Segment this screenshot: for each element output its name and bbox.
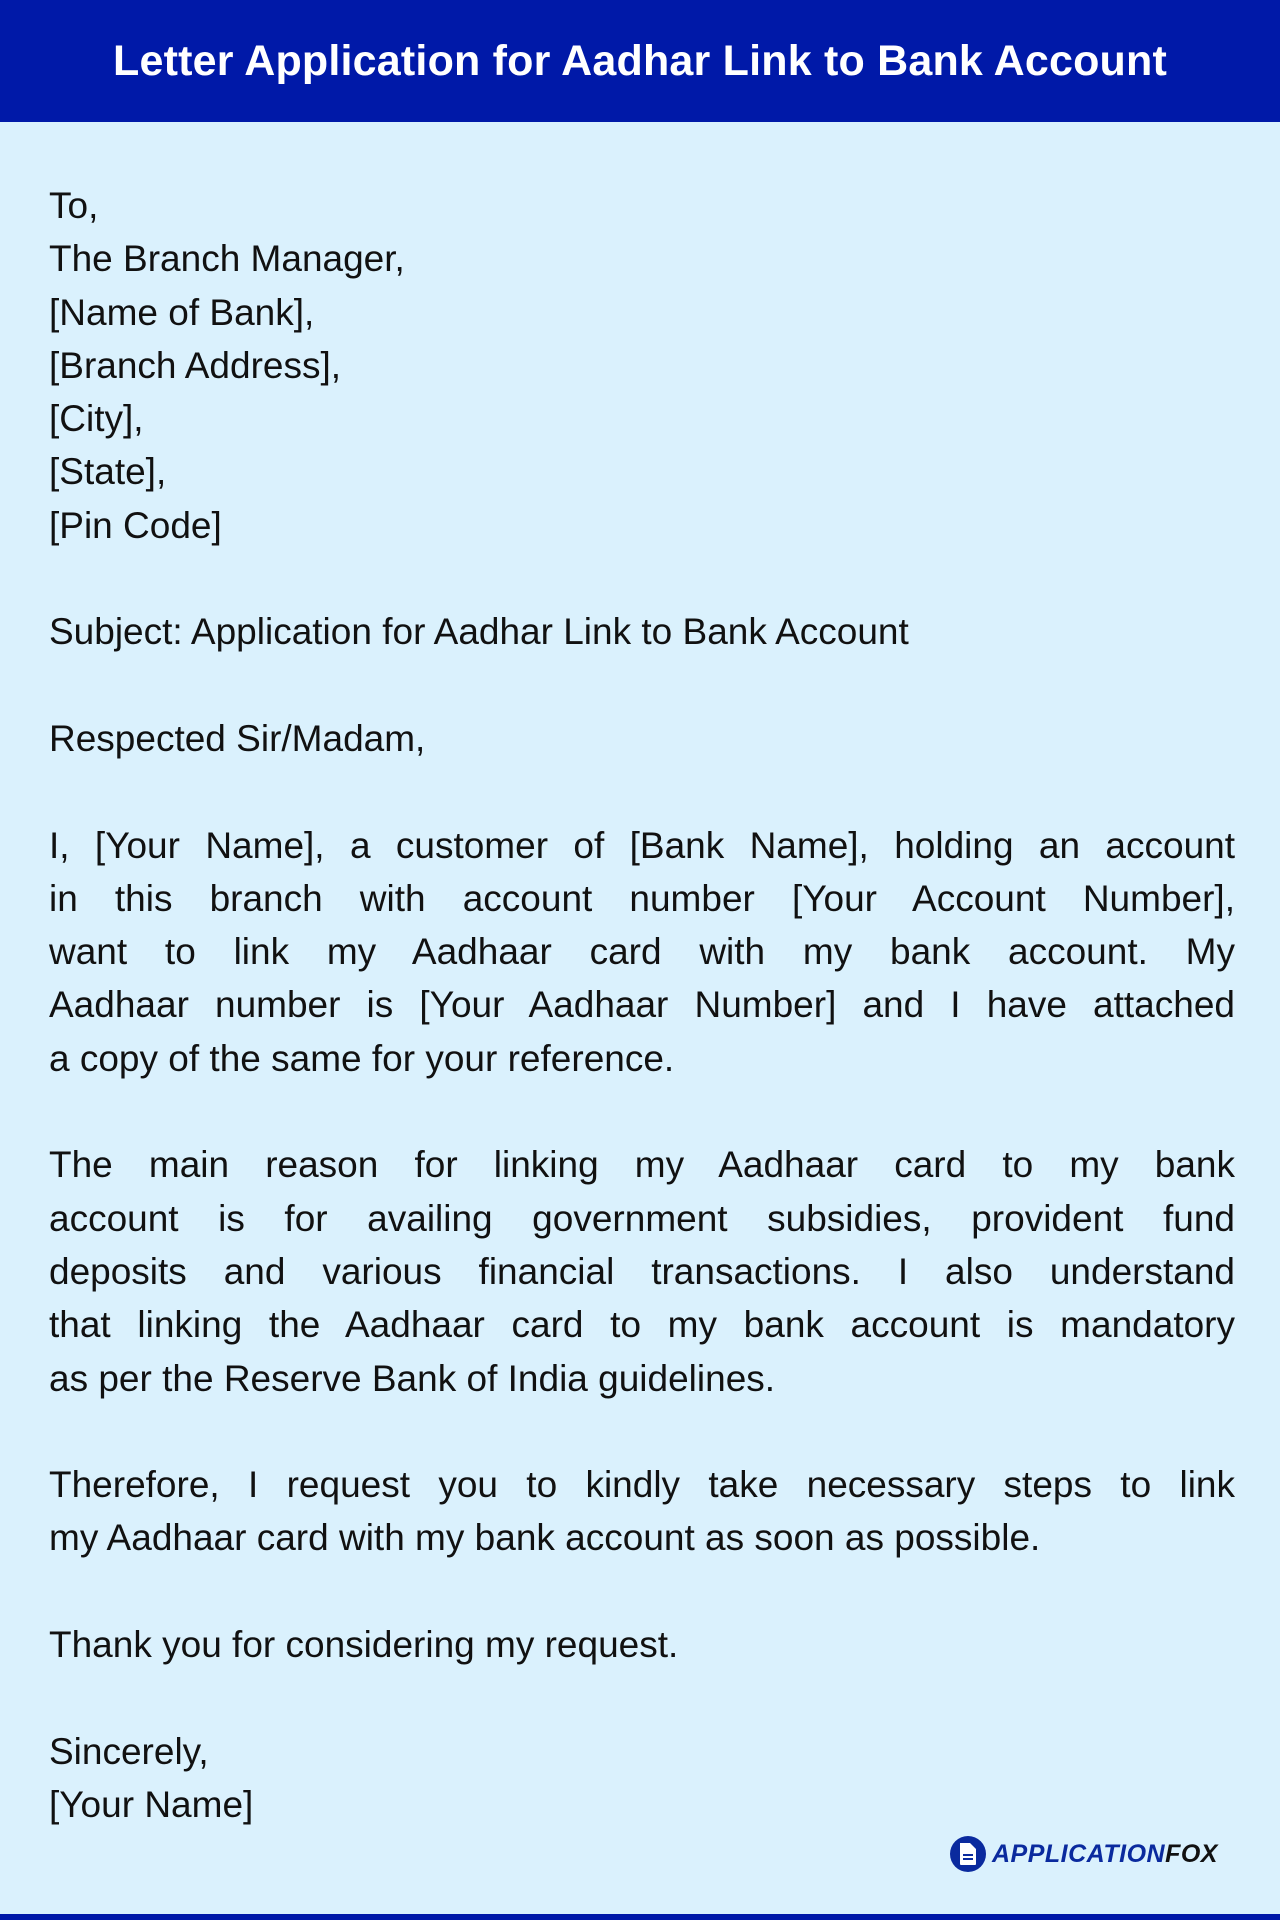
address-line: [State], <box>49 451 167 493</box>
recipient-address <box>49 179 1235 552</box>
paragraph-line: The main reason for linking my Aadhaar card to my bank <box>49 1144 1235 1186</box>
address-line: [Name of Bank], <box>49 291 315 333</box>
subject-line: Subject: Application for Aadhar Link to Bank Account <box>49 611 909 653</box>
paragraph-1 <box>49 819 1235 1085</box>
page-title: Letter Application for Aadhar Link to Bank Account <box>112 36 1167 85</box>
signature-name: [Your Name] <box>49 1783 254 1825</box>
thanks-line: Thank you for considering my request. <box>49 1624 679 1666</box>
salutation: Respected Sir/Madam, <box>49 717 426 759</box>
logo-text-fox: FOX <box>1165 1839 1218 1868</box>
letter-body <box>49 179 1235 1831</box>
address-line: [City], <box>49 398 144 440</box>
paragraph-line: account is for availing government subsidies, provident fund <box>49 1197 1235 1239</box>
address-line: [Branch Address], <box>49 344 342 386</box>
paragraph-3 <box>49 1458 1235 1565</box>
paragraph-line: as per the Reserve Bank of India guidelines. <box>49 1357 776 1399</box>
applicationfox-logo <box>950 1836 1218 1872</box>
paragraph-line: Aadhaar number is [Your Aadhaar Number] and I have attached <box>49 984 1235 1026</box>
paragraph-line: in this branch with account number [Your Account Number], <box>49 877 1235 919</box>
document-icon <box>950 1836 986 1872</box>
paragraph-line: my Aadhaar card with my bank account as soon as possible. <box>49 1517 1041 1559</box>
paragraph-line: a copy of the same for your reference. <box>49 1037 675 1079</box>
paragraph-line: deposits and various financial transactions. I also understand <box>49 1250 1235 1292</box>
paragraph-line: I, [Your Name], a customer of [Bank Name], holding an account <box>49 824 1235 866</box>
paragraph-line: Therefore, I request you to kindly take necessary steps to link <box>49 1464 1235 1506</box>
header-banner <box>0 0 1280 122</box>
closing-line: Sincerely, <box>49 1730 209 1772</box>
paragraph-2 <box>49 1138 1235 1404</box>
address-line: To, <box>49 185 99 226</box>
address-line: The Branch Manager, <box>49 238 405 280</box>
closing <box>49 1725 1235 1832</box>
bottom-bar <box>0 1914 1280 1920</box>
paragraph-line: that linking the Aadhaar card to my bank account is mandatory <box>49 1304 1235 1346</box>
logo-text-application: APPLICATION <box>992 1839 1166 1868</box>
address-line: [Pin Code] <box>49 504 222 546</box>
paragraph-line: want to link my Aadhaar card with my bank account. My <box>49 931 1235 973</box>
